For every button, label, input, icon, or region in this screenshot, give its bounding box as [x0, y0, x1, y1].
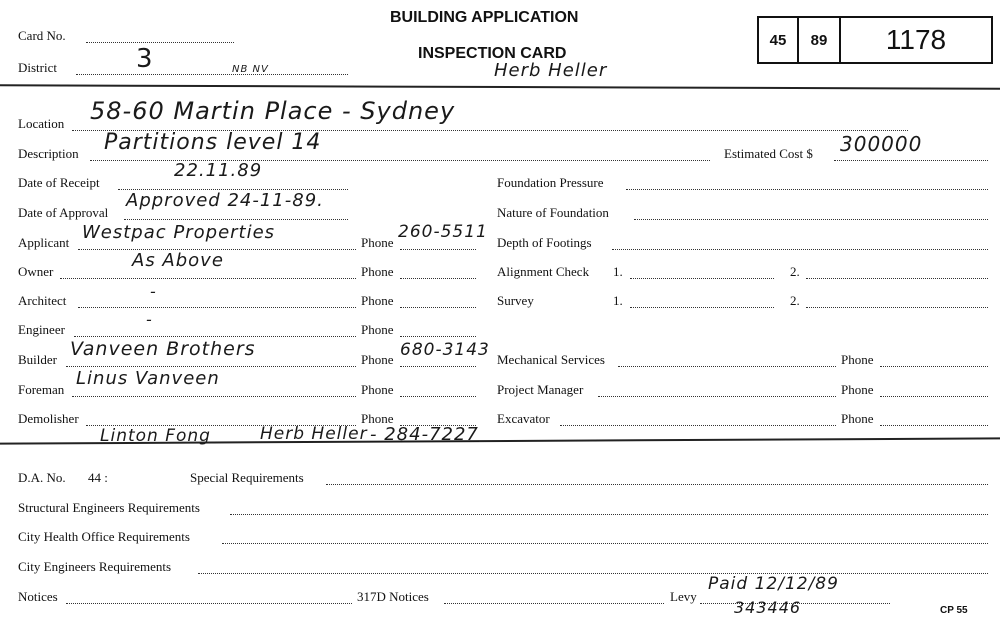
builder-line	[66, 366, 356, 367]
card-no-label: Card No.	[18, 28, 66, 43]
owner-line	[60, 278, 356, 279]
builder-phone-label: Phone	[361, 352, 394, 367]
depth-footings-line	[612, 249, 988, 250]
owner-phone-line	[400, 278, 476, 279]
owner-phone-label: Phone	[361, 264, 394, 279]
box-cell-b: 89	[799, 18, 841, 62]
foreman-line	[72, 396, 356, 397]
description-value: Partitions level 14	[104, 130, 322, 155]
city-engineers-label: City Engineers Requirements	[18, 559, 172, 574]
form-code: CP 55	[940, 605, 968, 616]
description-label: Description	[18, 146, 79, 161]
district-label: District	[18, 60, 57, 75]
contact-phone: - 284-7227	[370, 424, 479, 445]
architect-phone-label: Phone	[361, 293, 394, 308]
nature-foundation-label: Nature of Foundation	[497, 205, 609, 220]
notices-line	[66, 603, 352, 604]
project-manager-phone-label: Phone	[841, 382, 874, 397]
box-cell-number: 1178	[885, 24, 947, 55]
builder-phone-line	[400, 366, 476, 367]
estimated-cost-label: Estimated Cost $	[724, 146, 813, 161]
builder-label: Builder	[18, 352, 57, 367]
title-line-1: BUILDING APPLICATION	[390, 9, 579, 26]
date-approval-value: Approved 24-11-89.	[126, 190, 324, 211]
mechanical-services-label: Mechanical Services	[497, 352, 605, 367]
foreman-phone-line	[400, 396, 476, 397]
applicant-label: Applicant	[18, 235, 70, 250]
demolisher-label: Demolisher	[18, 411, 79, 426]
foundation-pressure-line	[626, 189, 988, 190]
alignment-two-line	[806, 278, 988, 279]
city-engineers-line	[198, 573, 988, 574]
city-health-label: City Health Office Requirements	[18, 529, 190, 544]
excavator-line	[560, 425, 836, 426]
title-line-2: INSPECTION CARD	[418, 45, 567, 62]
applicant-phone-label: Phone	[361, 235, 394, 250]
estimated-cost-value: 300000	[840, 132, 923, 156]
excavator-phone-label: Phone	[841, 411, 874, 426]
alignment-one-line	[630, 278, 774, 279]
architect-label: Architect	[18, 293, 67, 308]
excavator-label: Excavator	[497, 411, 550, 426]
estimated-cost-line	[834, 160, 988, 161]
engineer-line	[74, 336, 356, 337]
district-line	[76, 74, 348, 75]
location-label: Location	[18, 116, 65, 131]
notices-label: Notices	[18, 589, 58, 604]
da-no-value: 44 :	[88, 470, 108, 485]
depth-footings-label: Depth of Footings	[497, 235, 592, 250]
special-requirements-line	[326, 484, 988, 485]
contact-who: Herb Heller	[260, 424, 368, 444]
engineer-phone-label: Phone	[361, 322, 394, 337]
levy-value: Paid 12/12/89	[708, 574, 839, 594]
survey-two-label: 2.	[790, 293, 800, 308]
foreman-phone-label: Phone	[361, 382, 394, 397]
mechanical-services-line	[618, 366, 836, 367]
owner-value: As Above	[132, 250, 224, 271]
district-value: 3	[136, 44, 154, 74]
engineer-phone-line	[400, 336, 476, 337]
builder-phone-value: 680-3143	[400, 340, 490, 360]
card-number-box	[757, 16, 993, 64]
levy-receipt: 343446	[734, 598, 802, 617]
project-manager-phone-line	[880, 396, 988, 397]
notices-317d-line	[444, 603, 664, 604]
alignment-two-label: 2.	[790, 264, 800, 279]
architect-line	[78, 307, 356, 308]
engineer-value: -	[146, 310, 153, 329]
special-requirements-label: Special Requirements	[190, 470, 304, 485]
survey-two-line	[806, 307, 988, 308]
foreman-value: Linus Vanveen	[76, 368, 220, 389]
demolisher-phone-label: Phone	[361, 411, 394, 426]
date-approval-line	[124, 219, 348, 220]
header-signature: Herb Heller	[494, 60, 608, 81]
district-note: NB NV	[232, 64, 269, 75]
mechanical-phone-line	[880, 366, 988, 367]
contact-name: Linton Fong	[100, 426, 211, 446]
builder-value: Vanveen Brothers	[70, 338, 256, 360]
alignment-one-label: 1.	[613, 264, 623, 279]
applicant-phone-line	[400, 249, 476, 250]
survey-label: Survey	[497, 293, 534, 308]
top-rule	[0, 84, 1000, 89]
box-cell-a: 45	[759, 18, 799, 62]
applicant-phone-value: 260-5511	[398, 222, 488, 242]
applicant-value: Westpac Properties	[82, 222, 276, 243]
project-manager-line	[598, 396, 836, 397]
project-manager-label: Project Manager	[497, 382, 584, 397]
structural-line	[230, 514, 988, 515]
structural-label: Structural Engineers Requirements	[18, 500, 200, 515]
levy-label: Levy	[670, 589, 697, 604]
foundation-pressure-label: Foundation Pressure	[497, 175, 604, 190]
survey-one-line	[630, 307, 774, 308]
notices-317d-label: 317D Notices	[357, 589, 429, 604]
excavator-phone-line	[880, 425, 988, 426]
owner-label: Owner	[18, 264, 54, 279]
survey-one-label: 1.	[613, 293, 623, 308]
architect-phone-line	[400, 307, 476, 308]
nature-foundation-line	[634, 219, 988, 220]
date-approval-label: Date of Approval	[18, 205, 109, 220]
location-value: 58-60 Martin Place - Sydney	[90, 97, 456, 125]
architect-value: -	[150, 282, 157, 301]
foreman-label: Foreman	[18, 382, 65, 397]
alignment-check-label: Alignment Check	[497, 264, 590, 279]
card-no-line	[86, 42, 234, 43]
city-health-line	[222, 543, 988, 544]
da-no-label: D.A. No.	[18, 470, 66, 485]
date-receipt-value: 22.11.89	[174, 160, 263, 181]
date-receipt-label: Date of Receipt	[18, 175, 100, 190]
mechanical-phone-label: Phone	[841, 352, 874, 367]
engineer-label: Engineer	[18, 322, 65, 337]
